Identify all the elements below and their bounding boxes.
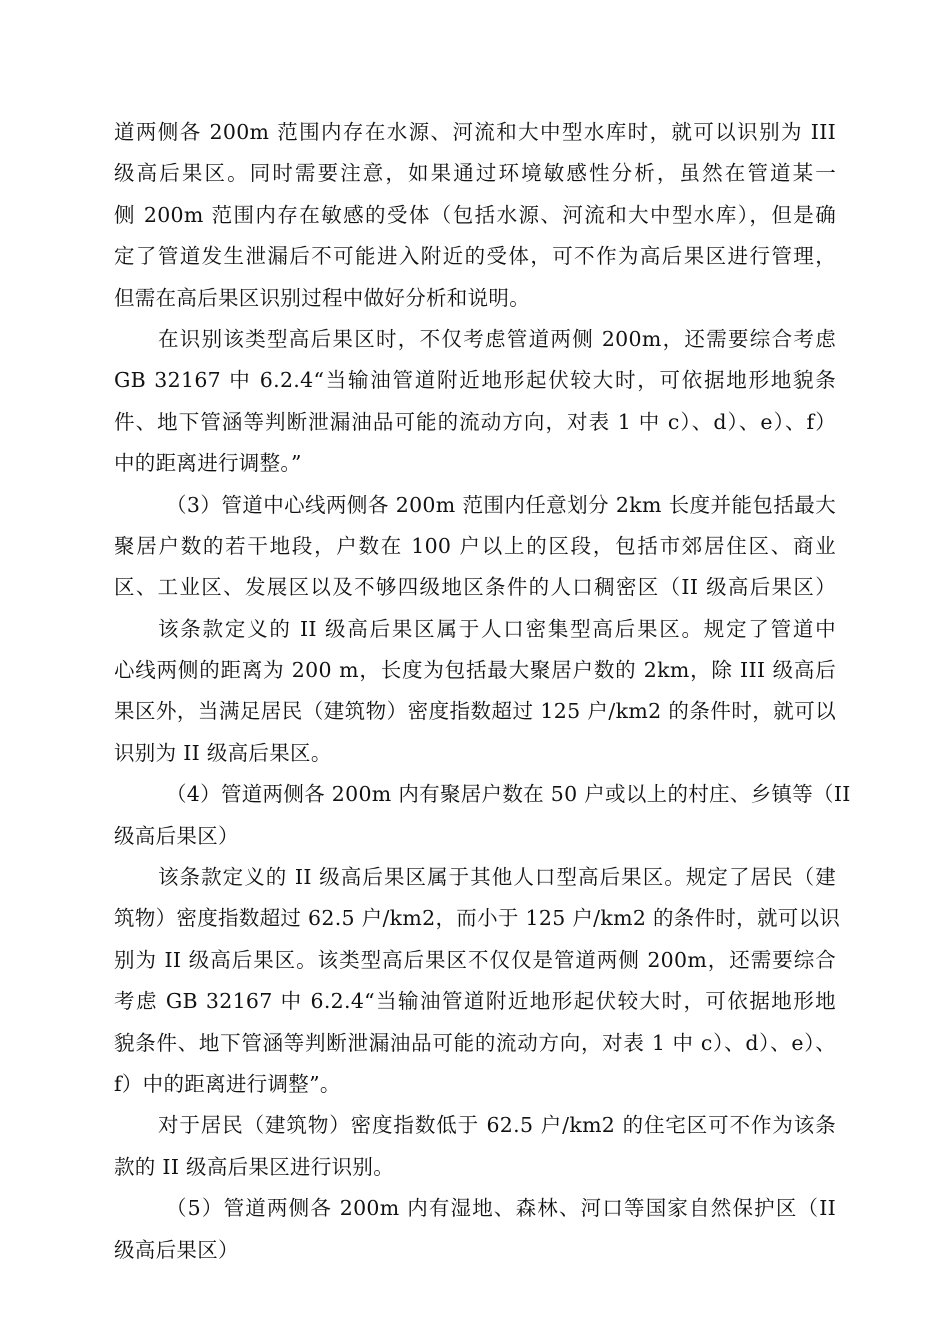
text-line: 考虑 GB 32167 中 6.2.4“当输油管道附近地形起伏较大时，可依据地形地 bbox=[114, 989, 836, 1014]
text-line: （3）管道中心线两侧各 200m 范围内任意划分 2km 长度并能包括最大 bbox=[166, 492, 836, 517]
text-line: 定了管道发生泄漏后不可能进入附近的受体，可不作为高后果区进行管理， bbox=[114, 244, 836, 269]
text-line: 款的 II 级高后果区进行识别。 bbox=[114, 1154, 395, 1179]
text-line: 识别为 II 级高后果区。 bbox=[114, 740, 332, 765]
text-line: f）中的距离进行调整”。 bbox=[114, 1071, 341, 1096]
text-line: 区、工业区、发展区以及不够四级地区条件的人口稠密区（II 级高后果区） bbox=[114, 575, 836, 600]
text-line: 该条款定义的 II 级高后果区属于其他人口型高后果区。规定了居民（建 bbox=[158, 865, 836, 890]
text-line: 别为 II 级高后果区。该类型高后果区不仅仅是管道两侧 200m，还需要综合 bbox=[114, 947, 836, 972]
text-line: 该条款定义的 II 级高后果区属于人口密集型高后果区。规定了管道中 bbox=[158, 616, 836, 641]
text-line: 对于居民（建筑物）密度指数低于 62.5 户/km2 的住宅区可不作为该条 bbox=[158, 1113, 836, 1138]
text-line: 貌条件、地下管涵等判断泄漏油品可能的流动方向，对表 1 中 c）、d）、e）、 bbox=[114, 1030, 836, 1055]
text-line: 侧 200m 范围内存在敏感的受体（包括水源、河流和大中型水库），但是确 bbox=[114, 202, 836, 227]
text-line: 道两侧各 200m 范围内存在水源、河流和大中型水库时，就可以识别为 III bbox=[114, 120, 836, 144]
text-line: 在识别该类型高后果区时，不仅考虑管道两侧 200m，还需要综合考虑 bbox=[158, 326, 836, 351]
text-line: 果区外，当满足居民（建筑物）密度指数超过 125 户/km2 的条件时，就可以 bbox=[114, 699, 836, 724]
text-line: 级高后果区。同时需要注意，如果通过环境敏感性分析，虽然在管道某一 bbox=[114, 161, 836, 186]
text-line: 级高后果区） bbox=[114, 1237, 239, 1262]
text-line: GB 32167 中 6.2.4“当输油管道附近地形起伏较大时，可依据地形地貌条 bbox=[114, 368, 836, 393]
text-line: 但需在高后果区识别过程中做好分析和说明。 bbox=[114, 285, 530, 310]
text-line: 中的距离进行调整。” bbox=[114, 451, 302, 476]
text-line: 件、地下管涵等判断泄漏油品可能的流动方向，对表 1 中 c）、d）、e）、f） bbox=[114, 409, 836, 434]
body-text bbox=[114, 112, 851, 1271]
text-line: （4）管道两侧各 200m 内有聚居户数在 50 户或以上的村庄、乡镇等（II bbox=[166, 782, 851, 807]
text-line: 级高后果区） bbox=[114, 823, 239, 848]
text-line: （5）管道两侧各 200m 内有湿地、森林、河口等国家自然保护区（II bbox=[166, 1196, 836, 1221]
text-line: 心线两侧的距离为 200 m，长度为包括最大聚居户数的 2km，除 III 级高后 bbox=[114, 658, 836, 683]
text-line: 筑物）密度指数超过 62.5 户/km2，而小于 125 户/km2 的条件时，就可以识 bbox=[114, 906, 841, 931]
text-line: 聚居户数的若干地段，户数在 100 户以上的区段，包括市郊居住区、商业 bbox=[114, 533, 836, 558]
